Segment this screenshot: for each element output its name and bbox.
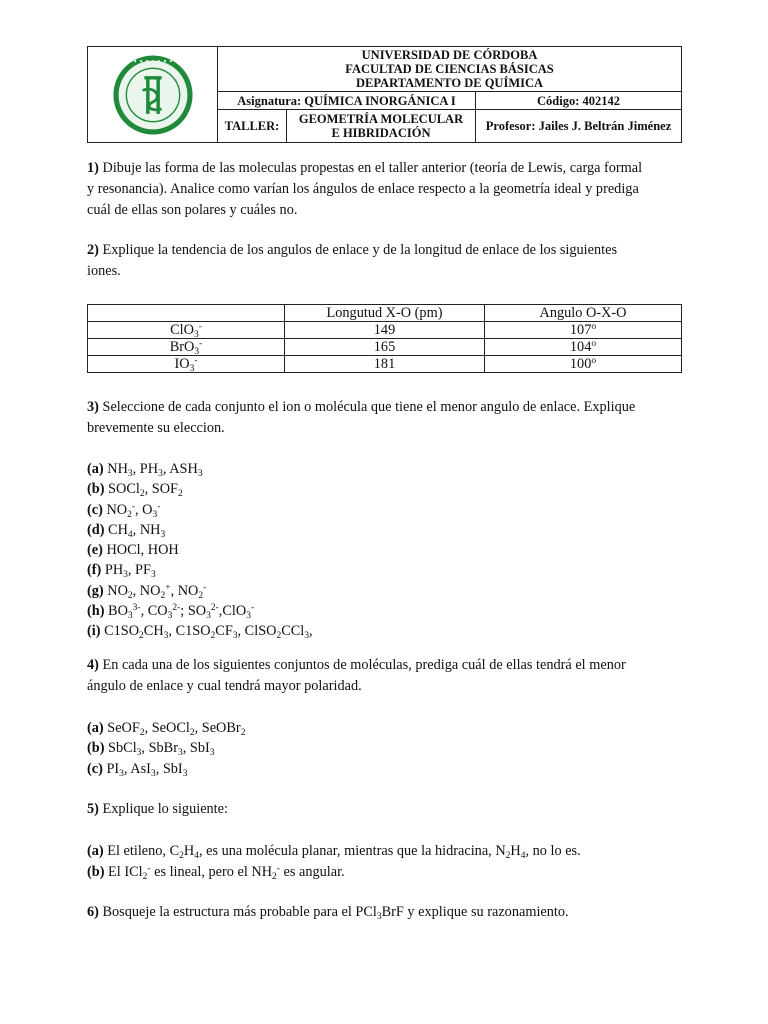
- seal-text: • • • • • • •: [132, 58, 173, 66]
- list-item: (g) $NO_2$, $NO_2^+$, $NO_2^-$: [87, 582, 207, 601]
- list-item: (a) $NH_3$, $PH_3$, $ASH_3$: [87, 461, 203, 479]
- question-3-items: [87, 459, 681, 642]
- list-item: (b) El ICl$_2$- es lineal, pero el $NH_2^-$ es angular.: [87, 863, 345, 882]
- question-3-line-2: brevemente su eleccion.: [87, 420, 225, 436]
- institution-block: [218, 47, 682, 92]
- question-3: [87, 397, 681, 439]
- question-3-line-1: [87, 397, 681, 418]
- list-item: (b) SOCl$_2$, $SOF_2$: [87, 481, 183, 500]
- ion-cell: $IO_3^-$: [88, 356, 285, 373]
- subject-cell: Asignatura: QUÍMICA INORGÁNICA I: [218, 92, 476, 110]
- list-item: (c) $NO_2^-$, $O_3^-$: [87, 501, 161, 520]
- university-name: UNIVERSIDAD DE CÓRDOBA: [361, 48, 538, 62]
- question-number: 3): [87, 399, 99, 415]
- question-3-text: Seleccione de cada conjunto el ion o molécula que tiene el menor angulo de enlace. Explique: [102, 399, 636, 415]
- question-1-line-2: y resonancia). Analice como varían los ángulos de enlace respecto a la geometría ideal y prediga: [87, 181, 639, 197]
- length-cell: 149: [285, 322, 485, 339]
- professor-cell: Profesor: Jailes J. Beltrán Jiménez: [476, 110, 682, 143]
- table-row: [88, 339, 682, 356]
- taller-title-line-2: E HIBRIDACIÓN: [331, 126, 431, 140]
- table-header-cell: [88, 305, 285, 322]
- code-cell: Código: 402142: [476, 92, 682, 110]
- list-item: (f) $PH_3$, $PF_3$: [87, 562, 156, 581]
- question-number: 4): [87, 657, 99, 673]
- bond-data-table: [87, 304, 682, 373]
- question-4: [87, 655, 681, 697]
- question-4-items: [87, 718, 681, 779]
- table-header-cell: Longutud X-O (pm): [285, 305, 485, 322]
- question-5-items: [87, 841, 681, 882]
- question-number: 5): [87, 801, 99, 817]
- question-1-line-3: cuál de ellas son polares y cuáles no.: [87, 202, 298, 218]
- angle-cell: 104$^o$: [485, 339, 682, 356]
- list-item: (b) SbCl$_3$, SbBr$_3$, SbI$_3$: [87, 740, 215, 759]
- question-2-line-2: iones.: [87, 263, 121, 279]
- list-item: (a) El etileno, $C_2H_4$, es una molécula planar, mientras que la hidracina, $N_2H_4$, no lo es.: [87, 843, 581, 861]
- table-row: [88, 322, 682, 339]
- list-item: (c) $PI_3$, AsI$_3$, SbI$_3$: [87, 760, 188, 779]
- department-name: DEPARTAMENTO DE QUÍMICA: [355, 76, 544, 90]
- question-1-line-1: [87, 158, 681, 179]
- question-2: [87, 240, 681, 282]
- university-seal-icon: [110, 52, 196, 138]
- list-item: (e) HOCl, HOH: [87, 542, 179, 559]
- list-item: (d) $CH_4$, $NH_3$: [87, 521, 166, 540]
- question-1: [87, 158, 681, 221]
- question-6: [87, 902, 681, 923]
- question-5-line-1: [87, 799, 681, 820]
- question-4-line-1: [87, 655, 681, 676]
- angle-cell: 100$^o$: [485, 356, 682, 373]
- document-header: [87, 46, 682, 143]
- question-4-line-2: ángulo de enlace y cual tendrá mayor polaridad.: [87, 678, 362, 694]
- question-2-line-1: [87, 240, 681, 261]
- university-logo-cell: [88, 47, 218, 143]
- question-1-text: Dibuje las forma de las moleculas propestas en el taller anterior (teoría de Lewis, carga formal: [102, 160, 643, 176]
- list-item: (i) $C1SO_2CH_3$, $C1SO_2CF_3$, ClSO$_2$CCl$_3$,: [87, 623, 313, 642]
- table-row: [88, 356, 682, 373]
- ion-cell: BrO$_3$-: [88, 339, 285, 356]
- question-6-text-end: BrF y explique su razonamiento.: [381, 904, 569, 920]
- ion-cell: ClO$_3$-: [88, 322, 285, 339]
- list-item: (h) $BO_3^{3-}$, $CO_3^{2-}$; $SO_3^{2-},ClO_3^-$: [87, 603, 255, 622]
- question-6-text: Bosqueje la estructura más probable para el PCl: [102, 904, 377, 920]
- faculty-name: FACULTAD DE CIENCIAS BÁSICAS: [345, 62, 554, 76]
- table-header-row: [88, 305, 682, 322]
- question-number: 1): [87, 160, 99, 176]
- list-item: (a) SeOF$_2$, SeOCl$_2$, SeOBr$_2$: [87, 720, 246, 738]
- length-cell: 181: [285, 356, 485, 373]
- length-cell: 165: [285, 339, 485, 356]
- table-header-cell: Angulo O-X-O: [485, 305, 682, 322]
- question-2-text: Explique la tendencia de los angulos de enlace y de la longitud de enlace de los siguientes: [102, 242, 618, 258]
- question-4-text: En cada una de los siguientes conjuntos de moléculas, prediga cuál de ellas tendrá el menor: [102, 657, 626, 673]
- question-5-text: Explique lo siguiente:: [102, 801, 228, 817]
- question-5: [87, 799, 681, 820]
- question-6-line-1: 6) Bosqueje la estructura más probable para el PCl$_3$BrF y explique su razonamiento.: [87, 904, 569, 922]
- taller-label-cell: TALLER:: [218, 110, 287, 143]
- taller-title-cell: [287, 110, 476, 143]
- angle-cell: 107$^o$: [485, 322, 682, 339]
- question-number: 2): [87, 242, 99, 258]
- question-number: 6): [87, 904, 99, 920]
- taller-title-line-1: GEOMETRÍA MOLECULAR: [298, 112, 464, 126]
